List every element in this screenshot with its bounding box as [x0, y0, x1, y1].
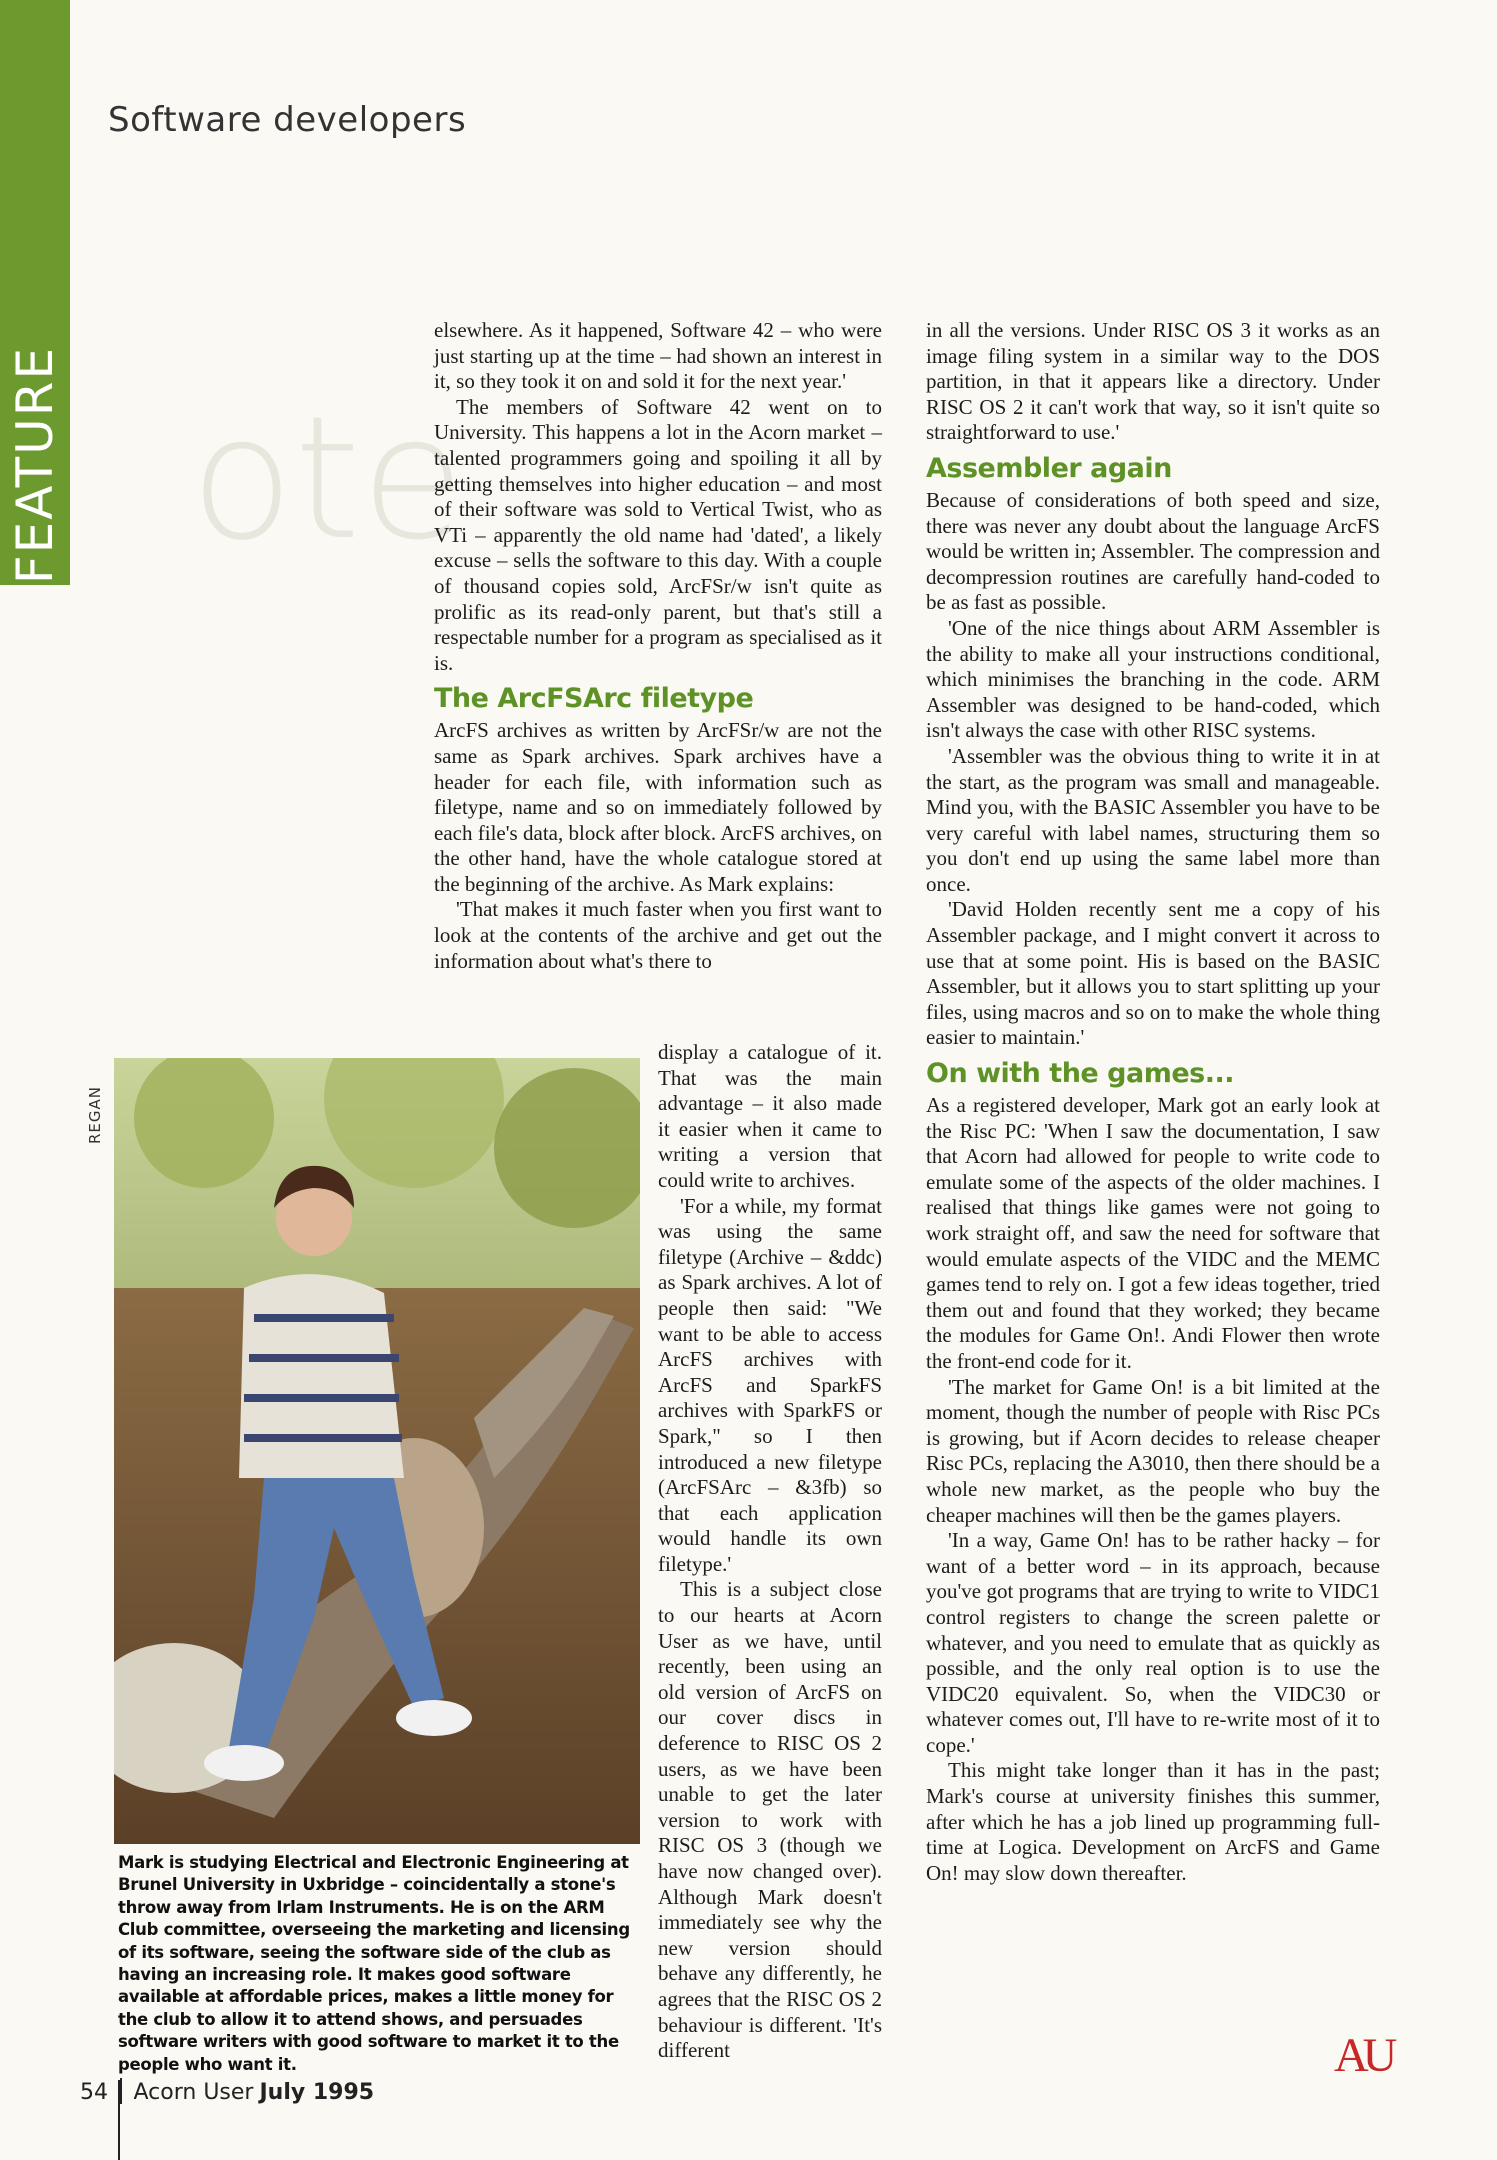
paragraph: 'The market for Game On! is a bit limited at the moment, though the number of people with Risc PCs is growing, but if Acorn decides to release cheaper Risc PCs, replacing the A3010, then there should be a whole new market, as the people who buy the cheaper machines will then be the games players.	[926, 1374, 1380, 1527]
page-footer	[80, 2078, 374, 2105]
paragraph: 'One of the nice things about ARM Assembler is the ability to make all your instructions conditional, which minimises the branching in the code. ARM Assembler was designed to be hand-coded, which isn't always the case with other RISC systems.	[926, 615, 1380, 743]
section-title: Software developers	[108, 100, 467, 140]
paragraph: 'For a while, my format was using the same filetype (Archive – &ddc) as Spark archives. A lot of people then said: "We want to be able to access ArcFS archives with ArcFS and SparkFS archives with SparkFS or Spark," so I then introduced a new filetype (ArcFSArc – &3fb) so that each application would handle its own filetype.'	[658, 1193, 882, 1576]
article-column-1-wrap	[658, 1040, 882, 2064]
portrait-photo	[114, 1058, 640, 1844]
paragraph: elsewhere. As it happened, Software 42 – who were just starting up at the time – had shown an interest in it, so they took it on and sold it for the next year.'	[434, 318, 882, 394]
acorn-user-end-logo: AU	[1334, 2029, 1392, 2082]
paragraph: The members of Software 42 went on to University. This happens a lot in the Acorn market – talented programmers going and spoiling it all by getting themselves into higher education – and most of their software was sold to Vertical Twist, who as VTi – apparently the old name had 'dated', a likely excuse – sells the software to this day. With a couple of thousand copies sold, ArcFSr/w isn't quite as prolific as its read-only parent, but that's still a respectable number for a program as specialised as it is.	[434, 394, 882, 675]
paragraph: display a catalogue of it. That was the main advantage – it also made it easier when it came to writing a version that could write to archives.	[658, 1040, 882, 1192]
photo-illustration	[114, 1058, 640, 1844]
paragraph: This might take longer than it has in the past; Mark's course at university finishes this summer, after which he has a job lined up programming full-time at Logica. Development on ArcFS and Game On! may slow down thereafter.	[926, 1758, 1380, 1885]
paragraph: 'David Holden recently sent me a copy of his Assembler package, and I might convert it across to use that at some point. His is based on the BASIC Assembler, but it allows you to start splitting up your files, using macros and so on to make the whole thing easier to maintain.'	[926, 897, 1380, 1050]
paragraph: As a registered developer, Mark got an early look at the Risc PC: 'When I saw the documentation, I saw that Acorn had allowed for people to write code to emulate some of the aspects of the older machines. I realised that things like games were not going to work straight off, and saw the need for software that would emulate aspects of the VIDC and the MEMC games tend to rely on. I got a few ideas together, tried them out and found that they worked; they became the modules for Game On!. Andi Flower then wrote the front-end code for it.	[926, 1093, 1380, 1373]
paragraph: in all the versions. Under RISC OS 3 it works as an image filing system in a similar way to the DOS partition, in that it appears like a directory. Under RISC OS 2 it can't work that way, so it isn't quite so straightforward to use.'	[926, 318, 1380, 445]
page-number: 54	[80, 2080, 108, 2105]
feature-tab	[0, 0, 70, 585]
paragraph: Because of considerations of both speed and size, there was never any doubt about the language ArcFS would be written in; Assembler. The compression and decompression routines are carefully hand-coded to be as fast as possible.	[926, 487, 1380, 615]
magazine-name: Acorn User	[133, 2080, 254, 2105]
photo-credit	[75, 1050, 115, 1180]
subheading-assembler-again: Assembler again	[926, 452, 1172, 484]
paragraph: 'Assembler was the obvious thing to write it in at the start, as the program was small and manageable. Mind you, with the BASIC Assembler you have to be very careful with label names, structuring them so you don't end up using the same label more than once.	[926, 743, 1380, 896]
issue-date: July 1995	[259, 2080, 375, 2105]
paragraph: 'In a way, Game On! has to be rather hacky – for want of a better word – in its approach, because you've got programs that are trying to write to VIDC1 control registers to change the screen palette or whatever, and you need to emulate that as quickly as possible, and the only real option is to use the VIDC20 equivalent. So, when the VIDC30 or whatever comes out, I'll have to re-write most of it to cope.'	[926, 1528, 1380, 1757]
paragraph: 'That makes it much faster when you first want to look at the contents of the archive and get out the information about what's there to	[434, 897, 882, 973]
paragraph: ArcFS archives as written by ArcFSr/w are not the same as Spark archives. Spark archives have a header for each file, with information such as filetype, name and so on immediately followed by each file's data, block after block. ArcFS archives, on the other hand, have the whole catalogue stored at the beginning of the archive. As Mark explains:	[434, 718, 882, 896]
subheading-arcfsarc-filetype: The ArcFSArc filetype	[434, 683, 754, 715]
article-column-2	[926, 318, 1380, 1886]
background-headline: ote	[190, 380, 466, 578]
paragraph: This is a subject close to our hearts at Acorn User as we have, until recently, been using an old version of ArcFS on our cover discs in deference to RISC OS 2 users, as we have been unable to get the later version to work with RISC OS 3 (though we have now changed over). Although Mark doesn't immediately see why the new version should behave any differently, he agrees that the RISC OS 2 behaviour is different. 'It's different	[658, 1577, 882, 2063]
feature-tab-label: FEATURE	[6, 345, 64, 585]
subheading-on-with-the-games: On with the games...	[926, 1058, 1234, 1090]
photo-credit-label: REGAN	[86, 1085, 104, 1145]
photo-caption: Mark is studying Electrical and Electronic Engineering at Brunel University in Uxbridge – coincidentally a stone's throw away from Irlam Instruments. He is on the ARM Club committee, overseeing the marketing and licensing of its software, seeing the software side of the club as having an increasing role. It makes good software available at affordable prices, makes a little money for the club to allow it to attend shows, and persuades software writers with good software to market it to the people who want it.	[118, 1853, 630, 2074]
article-column-1	[434, 318, 882, 974]
